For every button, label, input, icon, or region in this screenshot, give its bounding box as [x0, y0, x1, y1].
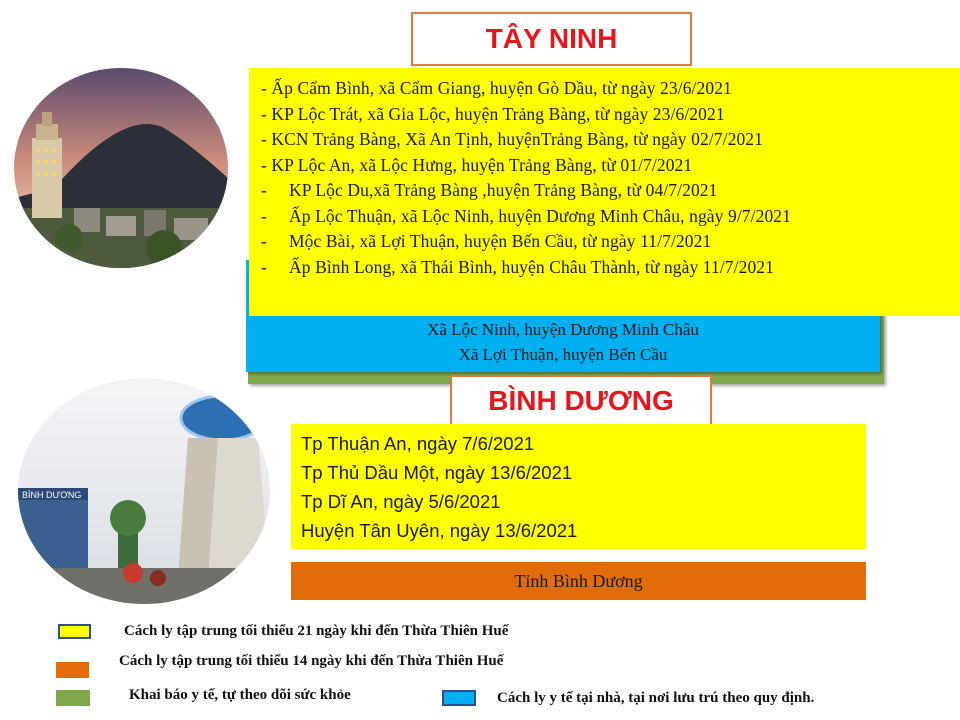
blue-line-2: Xã Lợi Thuận, huyện Bến Cầu: [458, 345, 668, 364]
legend-blue-text: Cách ly y tế tại nhà, tại nơi lưu trú theo quy định.: [497, 690, 815, 706]
list-item: Tp Thủ Dầu Một, ngày 13/6/2021: [301, 462, 573, 483]
binh-duong-orange-bar: Tỉnh Bình Dương: [291, 562, 866, 600]
list-item: - KP Lộc An, xã Lộc Hưng, huyện Trảng Bàng, từ 01/7/2021: [261, 154, 693, 175]
binh-duong-photo: [18, 378, 270, 604]
tay-ninh-photo: [14, 68, 228, 268]
legend-yellow-text: Cách ly tập trung tối thiểu 21 ngày khi đến Thừa Thiên Huế: [124, 623, 509, 639]
list-item: - KP Lộc Du,xã Trảng Bàng ,huyện Trảng Bàng, từ 04/7/2021: [261, 180, 718, 200]
legend-orange-text: Cách ly tập trung tối thiểu 14 ngày khi đến Thừa Thiên Huế: [119, 653, 504, 669]
list-item: - KCN Trảng Bàng, Xã An Tịnh, huyệnTrảng Bàng, từ ngày 02/7/2021: [261, 129, 763, 149]
binh-duong-title: BÌNH DƯƠNG: [450, 375, 712, 427]
list-item: Huyện Tân Uyên, ngày 13/6/2021: [301, 520, 578, 541]
legend-orange-swatch: [56, 662, 89, 678]
sign-text: BÌNH DƯƠNG: [22, 490, 82, 500]
tay-ninh-title: TÂY NINH: [411, 12, 692, 66]
legend-blue-swatch: [442, 690, 476, 706]
list-item: Tp Dĩ An, ngày 5/6/2021: [301, 491, 501, 512]
binh-duong-yellow-list: [291, 424, 866, 549]
list-item: Tp Thuận An, ngày 7/6/2021: [301, 433, 535, 454]
list-item: - KP Lộc Trát, xã Gia Lộc, huyện Trảng Bàng, từ ngày 23/6/2021: [261, 103, 725, 124]
legend-yellow-swatch: [58, 624, 91, 639]
list-item: - Ấp Cẩm Bình, xã Cẩm Giang, huyện Gò Dầu, từ ngày 23/6/2021: [261, 78, 732, 98]
tay-ninh-yellow-list: [249, 68, 960, 316]
legend-green-swatch: [56, 690, 90, 706]
list-item: - Mộc Bài, xã Lợi Thuận, huyện Bến Cầu, từ ngày 11/7/2021: [261, 231, 712, 251]
legend-green-text: Khai báo y tế, tự theo dõi sức khỏe: [129, 687, 351, 703]
list-item: - Ấp Bình Long, xã Thái Bình, huyện Châu Thành, từ ngày 11/7/2021: [261, 256, 775, 277]
blue-line-1: Xã Lộc Ninh, huyện Dương Minh Châu: [427, 320, 699, 339]
list-item: - Ấp Lộc Thuận, xã Lộc Ninh, huyện Dương Minh Châu, ngày 9/7/2021: [261, 205, 792, 226]
